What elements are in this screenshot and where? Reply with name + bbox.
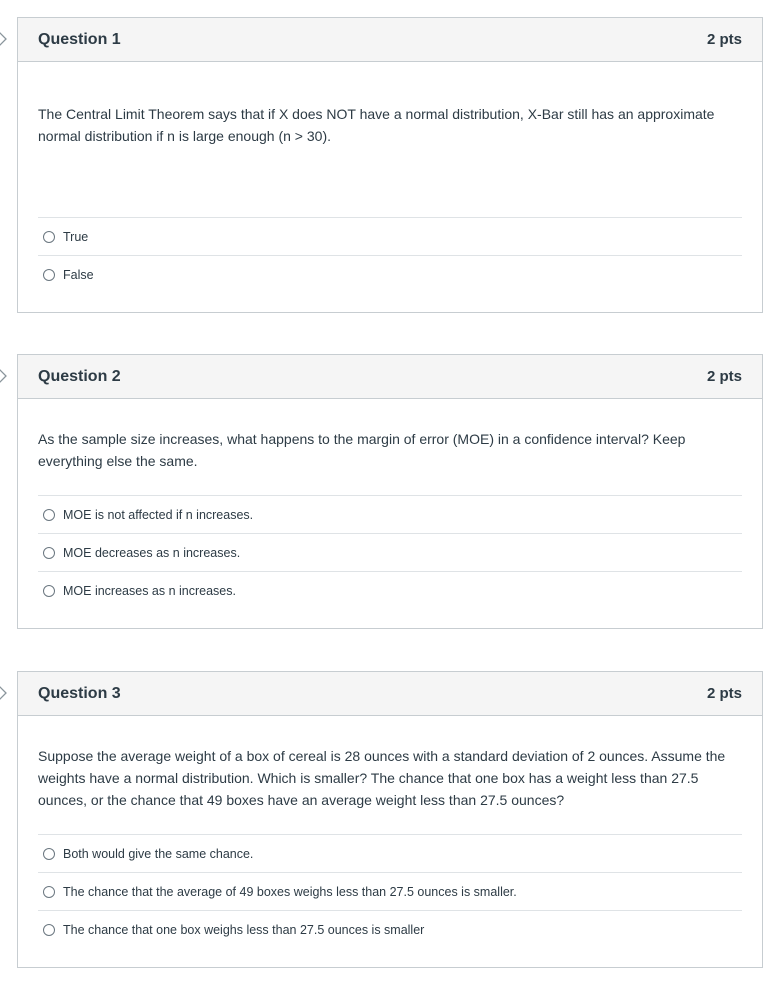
- answer-label: MOE increases as n increases.: [63, 583, 236, 598]
- radio-button[interactable]: [43, 585, 55, 597]
- answer-label: False: [63, 267, 94, 282]
- question-title: Question 1: [38, 30, 121, 48]
- answer-label: The chance that the average of 49 boxes weighs less than 27.5 ounces is smaller.: [63, 884, 517, 899]
- question-points: 2 pts: [706, 368, 742, 385]
- chevron-right-icon[interactable]: [0, 368, 8, 384]
- radio-button[interactable]: [43, 924, 55, 936]
- question-header: [18, 18, 762, 62]
- question-title: Question 2: [38, 367, 121, 385]
- answer-option[interactable]: [38, 217, 742, 255]
- radio-button[interactable]: [43, 509, 55, 521]
- answer-option[interactable]: [38, 910, 742, 948]
- question-text: As the sample size increases, what happens to the margin of error (MOE) in a confidence interval? Keep everything else the same.: [38, 431, 686, 469]
- question-card: [17, 17, 763, 313]
- answer-option[interactable]: [38, 533, 742, 571]
- radio-button[interactable]: [43, 886, 55, 898]
- question-title: Question 3: [38, 684, 121, 702]
- answer-option[interactable]: [38, 495, 742, 533]
- answer-label: MOE decreases as n increases.: [63, 545, 241, 560]
- question-text: The Central Limit Theorem says that if X does NOT have a normal distribution, X-Bar still has an approximate normal distribution if n is large enough (n > 30).: [38, 106, 715, 144]
- answer-option[interactable]: [38, 255, 742, 293]
- chevron-right-icon[interactable]: [0, 685, 8, 701]
- answer-option[interactable]: [38, 571, 742, 609]
- answer-option[interactable]: [38, 872, 742, 910]
- question-header: [18, 355, 762, 399]
- answer-option[interactable]: [38, 834, 742, 872]
- answer-label: True: [63, 229, 89, 244]
- chevron-right-icon[interactable]: [0, 31, 8, 47]
- radio-button[interactable]: [43, 231, 55, 243]
- question-points: 2 pts: [706, 685, 742, 702]
- answer-label: Both would give the same chance.: [63, 846, 254, 861]
- question-card: [17, 671, 763, 968]
- question-text: Suppose the average weight of a box of cereal is 28 ounces with a standard deviation of 2 ounces. Assume the weights have a normal distribution. Which is smaller? The chance that one box has a weight less than 27.5 ounces, or the chance that 49 boxes have an average weight less than 27.5 ounces?: [38, 748, 726, 808]
- question-points: 2 pts: [706, 31, 742, 48]
- question-header: [18, 672, 762, 716]
- question-card: [17, 354, 763, 629]
- answer-label: The chance that one box weighs less than 27.5 ounces is smaller: [63, 922, 425, 937]
- answer-label: MOE is not affected if n increases.: [63, 507, 254, 522]
- radio-button[interactable]: [43, 547, 55, 559]
- radio-button[interactable]: [43, 269, 55, 281]
- radio-button[interactable]: [43, 848, 55, 860]
